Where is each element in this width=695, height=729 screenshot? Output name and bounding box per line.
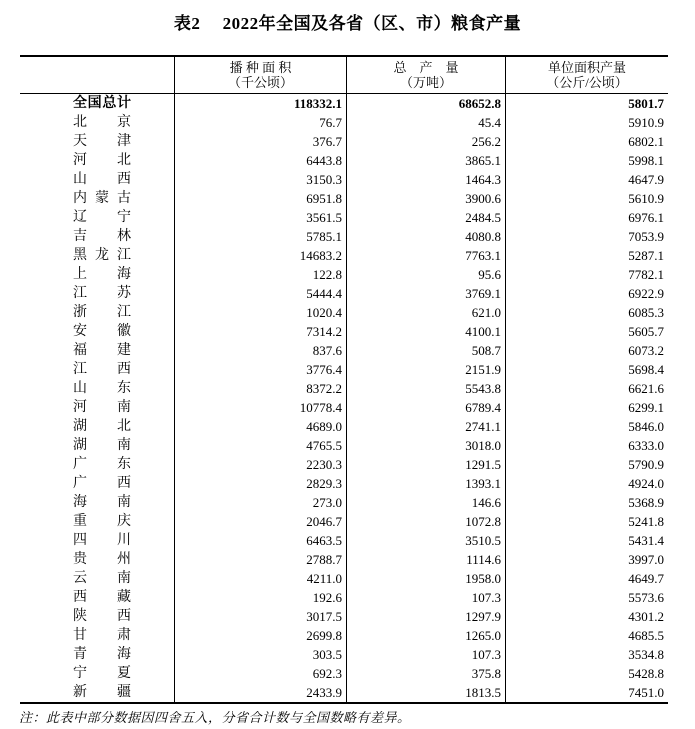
region-name: 西藏 xyxy=(73,590,131,605)
region-name: 湖北 xyxy=(73,419,131,434)
region-name: 贵州 xyxy=(73,552,131,567)
col-header-sown-area-label: 播 种 面 积 xyxy=(229,60,292,75)
total-output-value: 3018.0 xyxy=(347,436,506,455)
yield-value: 6802.1 xyxy=(628,134,664,149)
region-cell xyxy=(20,550,175,569)
table-row xyxy=(20,417,668,436)
yield-value: 4647.9 xyxy=(628,172,664,187)
region-cell xyxy=(20,664,175,683)
total-output-value: 1464.3 xyxy=(347,170,506,189)
total-output-value: 1393.1 xyxy=(347,474,506,493)
region-name: 福建 xyxy=(73,343,131,358)
total-output-value: 5543.8 xyxy=(347,379,506,398)
region-cell xyxy=(20,303,175,322)
table-row xyxy=(20,189,668,208)
region-cell xyxy=(20,284,175,303)
total-output-value: 1958.0 xyxy=(347,569,506,588)
table-row xyxy=(20,132,668,151)
sown-area-value: 2046.7 xyxy=(175,512,347,531)
total-output-value: 3900.6 xyxy=(347,189,506,208)
yield-value: 5287.1 xyxy=(628,248,664,263)
region-name: 青海 xyxy=(73,647,131,662)
total-output-value: 3865.1 xyxy=(347,151,506,170)
region-name: 四川 xyxy=(73,533,131,548)
total-output-value: 2151.9 xyxy=(347,360,506,379)
table-row xyxy=(20,151,668,170)
col-header-yield-unit: （公斤/公顷） xyxy=(546,75,628,90)
total-output-value: 68652.8 xyxy=(347,94,506,113)
footnote: 注：此表中部分数据因四舍五入，分省合计数与全国数略有差异。 xyxy=(19,710,411,725)
total-output-value: 1265.0 xyxy=(347,626,506,645)
region-cell xyxy=(20,398,175,417)
sown-area-value: 3776.4 xyxy=(175,360,347,379)
region-cell xyxy=(20,474,175,493)
region-cell xyxy=(20,322,175,341)
sown-area-value: 10778.4 xyxy=(175,398,347,417)
region-cell xyxy=(20,493,175,512)
sown-area-value: 6463.5 xyxy=(175,531,347,550)
table-row xyxy=(20,265,668,284)
yield-value: 5801.7 xyxy=(628,96,664,111)
total-output-value: 146.6 xyxy=(347,493,506,512)
col-header-total-output-label: 总 产 量 xyxy=(393,60,459,75)
region-name: 河南 xyxy=(73,400,131,415)
sown-area-value: 2433.9 xyxy=(175,683,347,702)
yield-value: 5910.9 xyxy=(628,115,664,130)
region-cell xyxy=(20,531,175,550)
table-title: 表2 2022年全国及各省（区、市）粮食产量 xyxy=(173,14,522,33)
yield-value: 6976.1 xyxy=(628,210,664,225)
region-cell xyxy=(20,436,175,455)
col-header-yield xyxy=(506,57,668,93)
col-header-sown-area-unit: （千公顷） xyxy=(227,75,293,90)
region-cell xyxy=(20,588,175,607)
region-name: 上海 xyxy=(73,267,131,282)
region-name: 辽宁 xyxy=(73,210,131,225)
region-name: 吉林 xyxy=(73,229,131,244)
total-output-value: 375.8 xyxy=(347,664,506,683)
yield-value: 4924.0 xyxy=(628,476,664,491)
total-output-value: 2484.5 xyxy=(347,208,506,227)
total-output-value: 4100.1 xyxy=(347,322,506,341)
table-row xyxy=(20,303,668,322)
table-row xyxy=(20,284,668,303)
region-name: 山东 xyxy=(73,381,131,396)
total-output-value: 1072.8 xyxy=(347,512,506,531)
sown-area-value: 6951.8 xyxy=(175,189,347,208)
region-name: 江苏 xyxy=(73,286,131,301)
region-name: 全国总计 xyxy=(73,96,131,111)
region-name: 山西 xyxy=(73,172,131,187)
sown-area-value: 376.7 xyxy=(175,132,347,151)
yield-value: 6299.1 xyxy=(628,400,664,415)
yield-value: 3997.0 xyxy=(628,552,664,567)
sown-area-value: 273.0 xyxy=(175,493,347,512)
sown-area-value: 6443.8 xyxy=(175,151,347,170)
total-output-value: 3769.1 xyxy=(347,284,506,303)
table-row xyxy=(20,664,668,683)
sown-area-value: 4689.0 xyxy=(175,417,347,436)
yield-value: 5241.8 xyxy=(628,514,664,529)
table-row xyxy=(20,341,668,360)
region-name: 陕西 xyxy=(73,609,131,624)
region-name: 广西 xyxy=(73,476,131,491)
sown-area-value: 4765.5 xyxy=(175,436,347,455)
region-name: 北京 xyxy=(73,115,131,130)
total-output-value: 1297.9 xyxy=(347,607,506,626)
sown-area-value: 118332.1 xyxy=(175,94,347,113)
table-row xyxy=(20,94,668,113)
region-cell xyxy=(20,683,175,702)
table-row xyxy=(20,474,668,493)
col-header-yield-label: 单位面积产量 xyxy=(547,60,626,75)
sown-area-value: 2788.7 xyxy=(175,550,347,569)
table-row xyxy=(20,208,668,227)
sown-area-value: 7314.2 xyxy=(175,322,347,341)
sown-area-value: 3017.5 xyxy=(175,607,347,626)
yield-value: 5368.9 xyxy=(628,495,664,510)
region-cell xyxy=(20,341,175,360)
table-row xyxy=(20,379,668,398)
total-output-value: 4080.8 xyxy=(347,227,506,246)
table-row xyxy=(20,436,668,455)
yield-value: 4649.7 xyxy=(628,571,664,586)
sown-area-value: 192.6 xyxy=(175,588,347,607)
yield-value: 7053.9 xyxy=(628,229,664,244)
total-output-value: 6789.4 xyxy=(347,398,506,417)
region-name: 重庆 xyxy=(73,514,131,529)
yield-value: 5610.9 xyxy=(628,191,664,206)
total-output-value: 45.4 xyxy=(347,113,506,132)
table-row xyxy=(20,626,668,645)
table-row xyxy=(20,455,668,474)
region-name: 宁夏 xyxy=(73,666,131,681)
table-row xyxy=(20,607,668,626)
table-row xyxy=(20,683,668,702)
sown-area-value: 2230.3 xyxy=(175,455,347,474)
region-cell xyxy=(20,113,175,132)
table-row xyxy=(20,531,668,550)
yield-value: 6333.0 xyxy=(628,438,664,453)
table-row xyxy=(20,360,668,379)
table-row xyxy=(20,113,668,132)
total-output-value: 107.3 xyxy=(347,588,506,607)
region-name: 天津 xyxy=(73,134,131,149)
yield-value: 5605.7 xyxy=(628,324,664,339)
sown-area-value: 14683.2 xyxy=(175,246,347,265)
total-output-value: 256.2 xyxy=(347,132,506,151)
region-cell xyxy=(20,512,175,531)
region-cell xyxy=(20,151,175,170)
sown-area-value: 692.3 xyxy=(175,664,347,683)
region-cell xyxy=(20,417,175,436)
region-cell xyxy=(20,189,175,208)
total-output-value: 621.0 xyxy=(347,303,506,322)
total-output-value: 107.3 xyxy=(347,645,506,664)
region-cell xyxy=(20,379,175,398)
table-row xyxy=(20,569,668,588)
sown-area-value: 8372.2 xyxy=(175,379,347,398)
region-cell xyxy=(20,360,175,379)
yield-value: 6073.2 xyxy=(628,343,664,358)
region-cell xyxy=(20,227,175,246)
yield-value: 4301.2 xyxy=(628,609,664,624)
region-cell xyxy=(20,265,175,284)
yield-value: 5790.9 xyxy=(628,457,664,472)
region-name: 湖南 xyxy=(73,438,131,453)
region-name: 安徽 xyxy=(73,324,131,339)
sown-area-value: 3561.5 xyxy=(175,208,347,227)
yield-value: 4685.5 xyxy=(628,628,664,643)
table-row xyxy=(20,512,668,531)
yield-value: 6085.3 xyxy=(628,305,664,320)
sown-area-value: 1020.4 xyxy=(175,303,347,322)
region-header-cell xyxy=(20,57,175,93)
table-row xyxy=(20,550,668,569)
sown-area-value: 303.5 xyxy=(175,645,347,664)
region-cell xyxy=(20,607,175,626)
total-output-value: 1114.6 xyxy=(347,550,506,569)
region-cell xyxy=(20,455,175,474)
sown-area-value: 2699.8 xyxy=(175,626,347,645)
col-header-total-output xyxy=(347,57,506,93)
sown-area-value: 5785.1 xyxy=(175,227,347,246)
region-cell xyxy=(20,569,175,588)
yield-value: 7782.1 xyxy=(628,267,664,282)
sown-area-value: 122.8 xyxy=(175,265,347,284)
total-output-value: 1291.5 xyxy=(347,455,506,474)
table-row xyxy=(20,645,668,664)
region-cell xyxy=(20,94,175,113)
region-name: 河北 xyxy=(73,153,131,168)
total-output-value: 1813.5 xyxy=(347,683,506,702)
region-cell xyxy=(20,170,175,189)
region-name: 新疆 xyxy=(73,685,131,700)
table-body xyxy=(20,94,668,702)
sown-area-value: 76.7 xyxy=(175,113,347,132)
table-row xyxy=(20,493,668,512)
sown-area-value: 5444.4 xyxy=(175,284,347,303)
region-cell xyxy=(20,208,175,227)
region-cell xyxy=(20,132,175,151)
yield-value: 5846.0 xyxy=(628,419,664,434)
table-row xyxy=(20,170,668,189)
region-cell xyxy=(20,645,175,664)
total-output-value: 508.7 xyxy=(347,341,506,360)
region-name: 黑龙江 xyxy=(73,248,131,263)
yield-value: 6922.9 xyxy=(628,286,664,301)
region-name: 海南 xyxy=(73,495,131,510)
yield-value: 5573.6 xyxy=(628,590,664,605)
region-name: 云南 xyxy=(73,571,131,586)
region-name: 浙江 xyxy=(73,305,131,320)
table-row xyxy=(20,398,668,417)
yield-value: 5698.4 xyxy=(628,362,664,377)
table-row xyxy=(20,227,668,246)
region-name: 甘肃 xyxy=(73,628,131,643)
sown-area-value: 2829.3 xyxy=(175,474,347,493)
region-cell xyxy=(20,626,175,645)
sown-area-value: 837.6 xyxy=(175,341,347,360)
total-output-value: 7763.1 xyxy=(347,246,506,265)
table-row xyxy=(20,322,668,341)
yield-value: 5998.1 xyxy=(628,153,664,168)
table-header-row xyxy=(20,57,668,94)
total-output-value: 2741.1 xyxy=(347,417,506,436)
total-output-value: 3510.5 xyxy=(347,531,506,550)
table-row xyxy=(20,588,668,607)
grain-production-table xyxy=(20,55,668,704)
yield-value: 5428.8 xyxy=(628,666,664,681)
table-row xyxy=(20,246,668,265)
sown-area-value: 3150.3 xyxy=(175,170,347,189)
yield-value: 5431.4 xyxy=(628,533,664,548)
yield-value: 7451.0 xyxy=(628,685,664,700)
region-cell xyxy=(20,246,175,265)
yield-value: 6621.6 xyxy=(628,381,664,396)
region-name: 内蒙古 xyxy=(73,191,131,206)
col-header-sown-area xyxy=(175,57,347,93)
total-output-value: 95.6 xyxy=(347,265,506,284)
region-name: 广东 xyxy=(73,457,131,472)
col-header-total-output-unit: （万吨） xyxy=(399,75,452,90)
region-name: 江西 xyxy=(73,362,131,377)
yield-value: 3534.8 xyxy=(628,647,664,662)
sown-area-value: 4211.0 xyxy=(175,569,347,588)
